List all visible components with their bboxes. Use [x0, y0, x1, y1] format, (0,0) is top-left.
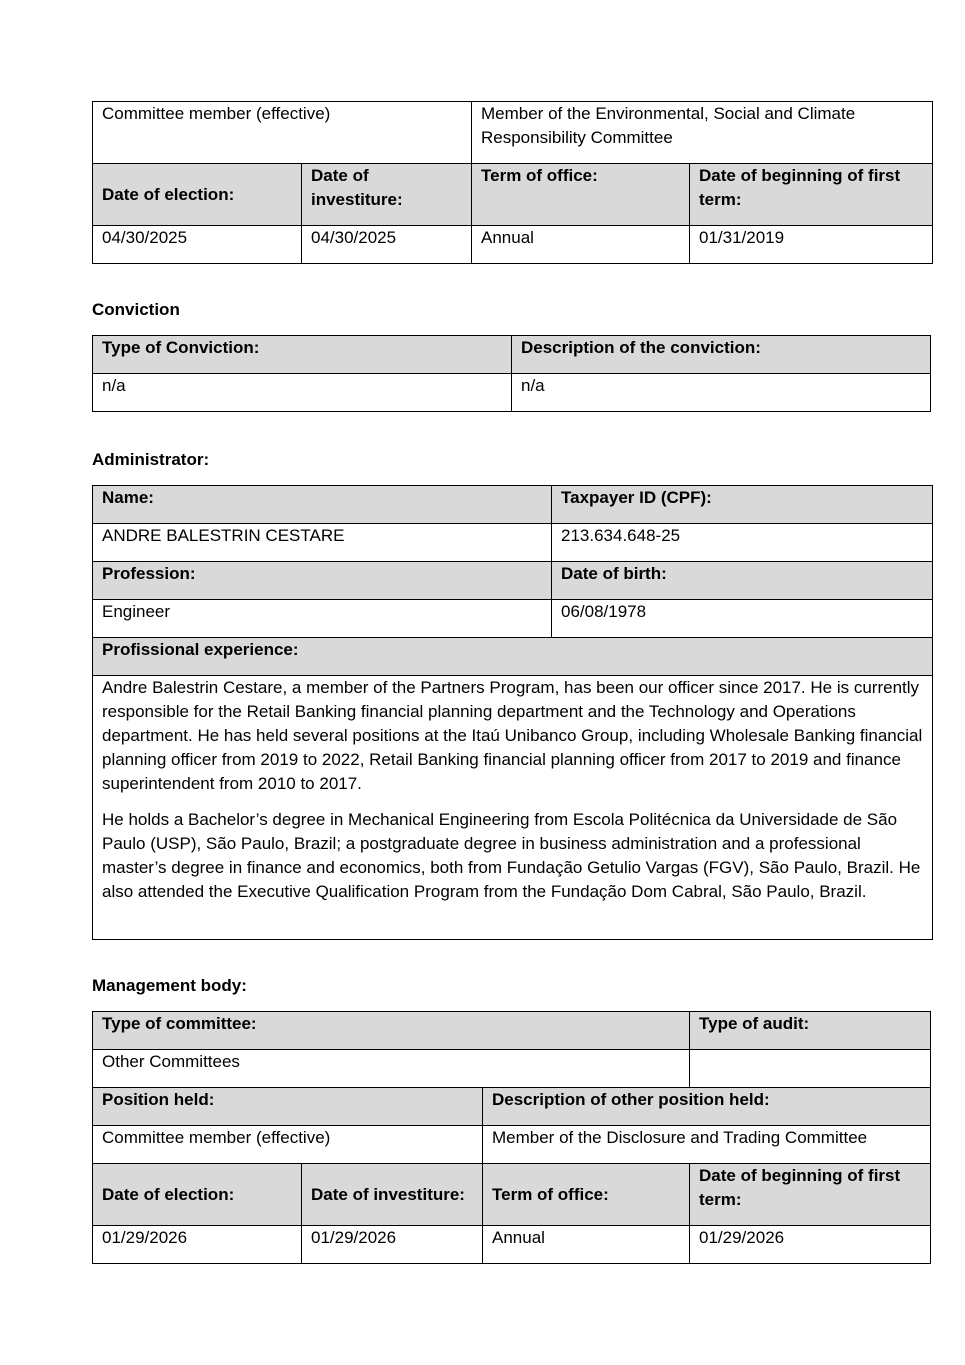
conviction-description-header: Description of the conviction:	[512, 336, 931, 374]
other-position-value: Member of the Disclosure and Trading Committee	[483, 1126, 931, 1164]
name-header: Name:	[93, 486, 552, 524]
profession-value: Engineer	[93, 600, 552, 638]
mb-date-of-investiture-value: 01/29/2026	[302, 1226, 483, 1264]
date-of-investiture-header: Date of investiture:	[302, 164, 472, 226]
position-held-value: Committee member (effective)	[93, 102, 472, 164]
top-committee-table	[92, 101, 933, 264]
date-of-election-header: Date of election:	[93, 164, 302, 226]
term-of-office-header: Term of office:	[472, 164, 690, 226]
conviction-table	[92, 335, 931, 412]
date-of-investiture-value: 04/30/2025	[302, 226, 472, 264]
type-of-audit-value	[690, 1050, 931, 1088]
experience-header: Profissional experience:	[93, 638, 933, 676]
date-first-term-value: 01/31/2019	[690, 226, 933, 264]
experience-paragraph-1: Andre Balestrin Cestare, a member of the Partners Program, has been our officer since 2017. He is currently responsible for the Retail Banking financial planning department and the Technology and Operations department. He has held several positions at the Itaú Unibanco Group, including Wholesale Banking financial planning officer from 2019 to 2022, Retail Banking financial planning officer from 2017 to 2019 and finance superintendent from 2010 to 2017.	[102, 678, 923, 793]
experience-text	[93, 676, 933, 940]
conviction-heading: Conviction	[92, 300, 180, 319]
conviction-type-header: Type of Conviction:	[93, 336, 512, 374]
position-description-value: Member of the Environmental, Social and Climate Responsibility Committee	[472, 102, 933, 164]
conviction-type-value: n/a	[93, 374, 512, 412]
management-body-table	[92, 1011, 931, 1264]
cpf-header: Taxpayer ID (CPF):	[552, 486, 933, 524]
date-of-birth-value: 06/08/1978	[552, 600, 933, 638]
type-of-audit-header: Type of audit:	[690, 1012, 931, 1050]
type-of-committee-header: Type of committee:	[93, 1012, 690, 1050]
date-of-election-value: 04/30/2025	[93, 226, 302, 264]
mb-position-held-value: Committee member (effective)	[93, 1126, 483, 1164]
name-value: ANDRE BALESTRIN CESTARE	[93, 524, 552, 562]
date-first-term-header: Date of beginning of first term:	[690, 164, 933, 226]
profession-header: Profession:	[93, 562, 552, 600]
mb-date-of-investiture-header: Date of investiture:	[302, 1164, 483, 1226]
cpf-value: 213.634.648-25	[552, 524, 933, 562]
mb-date-first-term-header: Date of beginning of first term:	[690, 1164, 931, 1226]
other-position-header: Description of other position held:	[483, 1088, 931, 1126]
conviction-description-value: n/a	[512, 374, 931, 412]
administrator-heading: Administrator:	[92, 450, 210, 469]
experience-paragraph-2: He holds a Bachelor’s degree in Mechanical Engineering from Escola Politécnica da Universidade de São Paulo (USP), São Paulo, Brazil; a postgraduate degree in business administration and a professional master’s degree in finance and economics, both from Fundação Getulio Vargas (FGV), São Paulo, Brazil. He also attended the Executive Qualification Program from the Fundação Dom Cabral, São Paulo, Brazil.	[102, 810, 921, 901]
mb-term-of-office-header: Term of office:	[483, 1164, 690, 1226]
date-of-birth-header: Date of birth:	[552, 562, 933, 600]
administrator-table	[92, 485, 933, 940]
mb-date-of-election-header: Date of election:	[93, 1164, 302, 1226]
position-held-header: Position held:	[93, 1088, 483, 1126]
management-body-heading: Management body:	[92, 976, 247, 995]
mb-date-first-term-value: 01/29/2026	[690, 1226, 931, 1264]
term-of-office-value: Annual	[472, 226, 690, 264]
mb-date-of-election-value: 01/29/2026	[93, 1226, 302, 1264]
type-of-committee-value: Other Committees	[93, 1050, 690, 1088]
mb-term-of-office-value: Annual	[483, 1226, 690, 1264]
